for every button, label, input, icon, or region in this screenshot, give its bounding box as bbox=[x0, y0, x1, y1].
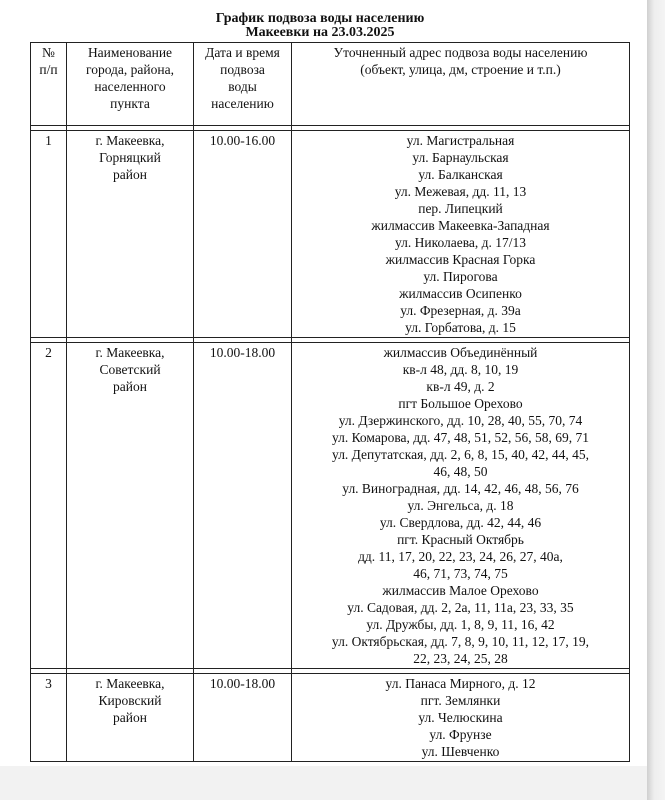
address-line: кв-л 49, д. 2 bbox=[426, 379, 495, 394]
row-addresses bbox=[292, 343, 630, 669]
address-line: ул. Фрунзе bbox=[429, 727, 492, 742]
address-line: ул. Шевченко bbox=[421, 744, 500, 759]
city-line: Кировский bbox=[98, 693, 162, 708]
address-line: ул. Виноградная, дд. 14, 42, 46, 48, 56, 76 bbox=[342, 481, 579, 496]
address-line: 22, 23, 24, 25, 28 bbox=[413, 651, 508, 666]
address-line: ул. Челюскина bbox=[418, 710, 503, 725]
city-line: район bbox=[113, 379, 147, 394]
row-city bbox=[67, 674, 194, 762]
address-line: пгт. Землянки bbox=[420, 693, 501, 708]
address-line: ул. Балканская bbox=[418, 167, 503, 182]
address-line: ул. Депутатская, дд. 2, 6, 8, 15, 40, 42, 44, 45, bbox=[332, 447, 589, 462]
header-number: № п/п bbox=[31, 43, 67, 126]
city-line: район bbox=[113, 167, 147, 182]
address-line: пгт. Красный Октябрь bbox=[397, 532, 524, 547]
address-line: ул. Горбатова, д. 15 bbox=[405, 320, 516, 335]
table-row bbox=[31, 131, 630, 338]
address-line: ул. Межевая, дд. 11, 13 bbox=[394, 184, 527, 199]
row-addresses bbox=[292, 131, 630, 338]
address-line: ул. Свердлова, дд. 42, 44, 46 bbox=[379, 515, 542, 530]
address-line: пер. Липецкий bbox=[418, 201, 503, 216]
address-line: ул. Энгельса, д. 18 bbox=[407, 498, 514, 513]
address-line: ул. Комарова, дд. 47, 48, 51, 52, 56, 58, 69, 71 bbox=[331, 430, 590, 445]
address-line: жилмассив Макеевка-Западная bbox=[371, 218, 550, 233]
row-time: 10.00-18.00 bbox=[194, 343, 292, 669]
address-line: ул. Пирогова bbox=[423, 269, 498, 284]
address-line: пгт Большое Орехово bbox=[398, 396, 523, 411]
address-line: ул. Фрезерная, д. 39а bbox=[400, 303, 521, 318]
table-row bbox=[31, 674, 630, 762]
title-line-1: График подвоза воды населению bbox=[215, 11, 425, 26]
row-city bbox=[67, 343, 194, 669]
address-line: жилмассив Осипенко bbox=[399, 286, 522, 301]
address-line: ул. Магистральная bbox=[406, 133, 515, 148]
city-line: г. Макеевка, bbox=[95, 676, 165, 691]
header-time: Дата и время подвоза воды населению bbox=[194, 43, 292, 126]
row-number: 2 bbox=[31, 343, 67, 669]
city-line: Советский bbox=[99, 362, 161, 377]
document-title bbox=[0, 12, 640, 40]
address-line: 46, 71, 73, 74, 75 bbox=[413, 566, 508, 581]
address-line: ул. Октябрьская, дд. 7, 8, 9, 10, 11, 12, 17, 19, bbox=[331, 634, 590, 649]
row-number: 3 bbox=[31, 674, 67, 762]
table-row bbox=[31, 343, 630, 669]
row-city bbox=[67, 131, 194, 338]
bottom-margin bbox=[0, 766, 647, 800]
title-line-2: Макеевки на 23.03.2025 bbox=[245, 25, 395, 40]
header-address: Уточненный адрес подвоза воды населению (объект, улица, дм, строение и т.п.) bbox=[292, 43, 630, 126]
address-line: ул. Садовая, дд. 2, 2а, 11, 11а, 23, 33, 35 bbox=[347, 600, 574, 615]
row-time: 10.00-18.00 bbox=[194, 674, 292, 762]
city-line: г. Макеевка, bbox=[95, 133, 165, 148]
city-line: район bbox=[113, 710, 147, 725]
city-line: Горняцкий bbox=[99, 150, 161, 165]
row-addresses bbox=[292, 674, 630, 762]
address-line: ул. Дзержинского, дд. 10, 28, 40, 55, 70, 74 bbox=[338, 413, 583, 428]
address-line: ул. Николаева, д. 17/13 bbox=[394, 235, 527, 250]
address-line: ул. Дружбы, дд. 1, 8, 9, 11, 16, 42 bbox=[366, 617, 555, 632]
city-line: г. Макеевка, bbox=[95, 345, 165, 360]
address-line: ул. Панаса Мирного, д. 12 bbox=[385, 676, 536, 691]
water-schedule-table bbox=[30, 42, 630, 762]
row-time: 10.00-16.00 bbox=[194, 131, 292, 338]
table-header-row bbox=[31, 43, 630, 126]
address-line: ул. Барнаульская bbox=[412, 150, 509, 165]
row-number: 1 bbox=[31, 131, 67, 338]
page-shadow bbox=[647, 0, 665, 800]
address-line: дд. 11, 17, 20, 22, 23, 24, 26, 27, 40а, bbox=[358, 549, 563, 564]
address-line: жилмассив Объединённый bbox=[383, 345, 538, 360]
address-line: жилмассив Малое Орехово bbox=[382, 583, 539, 598]
address-line: кв-л 48, дд. 8, 10, 19 bbox=[402, 362, 519, 377]
address-line: жилмассив Красная Горка bbox=[385, 252, 536, 267]
header-city: Наименование города, района, населенного пункта bbox=[67, 43, 194, 126]
address-line: 46, 48, 50 bbox=[433, 464, 488, 479]
